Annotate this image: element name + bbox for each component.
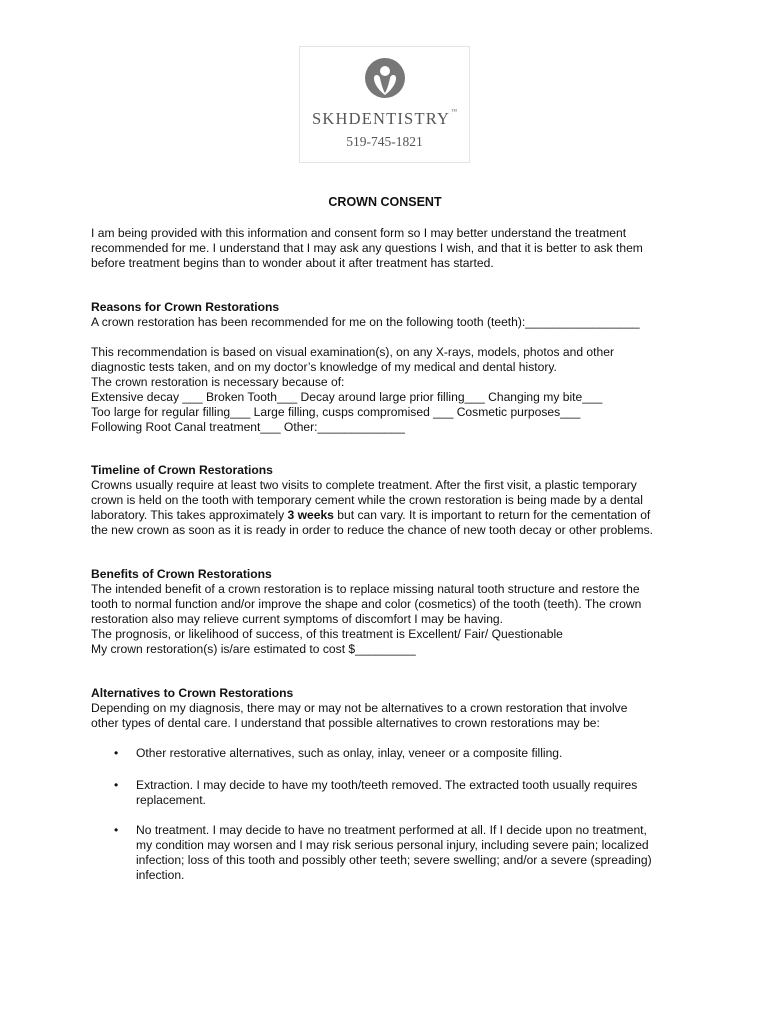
alternatives-heading: Alternatives to Crown Restorations (91, 686, 294, 700)
benefits-line: tooth to normal function and/or improve the shape and color (cosmetics) of the tooth (teeth). The crown (91, 597, 642, 611)
benefits-line: The intended benefit of a crown restoration is to replace missing natural tooth structure and restore the (91, 582, 640, 596)
timeline-heading: Timeline of Crown Restorations (91, 463, 273, 477)
clinic-name (300, 109, 469, 129)
timeline-text: but can vary. It is important to return for the cementation of (333, 508, 651, 522)
prognosis-line: The prognosis, or likelihood of success, of this treatment is Excellent/ Fair/ Questionable (91, 627, 563, 641)
clinic-phone: 519-745-1821 (346, 134, 423, 149)
timeline-text: laboratory. This takes approximately (91, 508, 288, 522)
basis-line: diagnostic tests taken, and on my doctor’s knowledge of my medical and dental history. (91, 360, 557, 374)
list-item-text: Extraction. I may decide to have my tooth/teeth removed. The extracted tooth usually requires (136, 778, 638, 792)
benefits-section (91, 567, 691, 657)
reasons-heading: Reasons for Crown Restorations (91, 300, 280, 314)
tooth-heart-logo-icon (364, 57, 406, 101)
benefits-line: restoration also may relieve current symptoms of discomfort I may be having. (91, 612, 504, 626)
clinic-name-prefix: SKH (311, 109, 349, 128)
benefits-heading: Benefits of Crown Restorations (91, 567, 272, 581)
clinic-name-suffix: DENTISTRY (348, 109, 451, 128)
reason-options-line: Too large for regular filling___ Large filling, cusps compromised ___ Cosmetic purposes___ (91, 405, 581, 419)
bullet-icon: • (114, 778, 119, 792)
alternatives-intro-line: other types of dental care. I understand that possible alternatives to crown restorations may be: (91, 716, 600, 730)
reasons-section (91, 300, 691, 330)
trademark-symbol: ™ (451, 109, 458, 115)
reason-options-line: Following Root Canal treatment___ Other:_____________ (91, 420, 405, 434)
list-item-text: infection. (136, 868, 185, 882)
alternatives-intro-line: Depending on my diagnosis, there may or may not be alternatives to a crown restoration that involve (91, 701, 628, 715)
bullet-icon: • (114, 823, 119, 837)
bullet-icon: • (114, 746, 119, 760)
list-item-text: Other restorative alternatives, such as onlay, inlay, veneer or a composite filling. (136, 746, 563, 760)
alternatives-section (91, 686, 691, 731)
list-item-text: No treatment. I may decide to have no treatment performed at all. If I decide upon no treatment, (136, 823, 647, 837)
clinic-logo (299, 46, 470, 163)
intro-line: I am being provided with this information and consent form so I may better understand the treatment (91, 226, 627, 240)
intro-paragraph (91, 226, 691, 271)
duration-emphasis: 3 weeks (287, 508, 334, 522)
list-item-text: replacement. (136, 793, 206, 807)
cost-field-line: My crown restoration(s) is/are estimated to cost $_________ (91, 642, 416, 656)
timeline-line (91, 508, 691, 523)
list-item-text: my condition may worsen and I may risk serious personal injury, including severe pain; localized (136, 838, 649, 852)
intro-line: recommended for me. I understand that I may ask any questions I wish, and that it is better to ask them (91, 241, 643, 255)
basis-line: This recommendation is based on visual examination(s), on any X-rays, models, photos and other (91, 345, 614, 359)
list-item-text: infection; loss of this tooth and possibly other teeth; severe swelling; and/or a severe (spreading) (136, 853, 652, 867)
basis-line: The crown restoration is necessary because of: (91, 375, 345, 389)
timeline-line: Crowns usually require at least two visits to complete treatment. After the first visit, a plastic temporary (91, 478, 637, 492)
reasons-details (91, 345, 691, 435)
timeline-line: crown is held on the tooth with temporary cement while the crown restoration is being made by a dental (91, 493, 643, 507)
timeline-section (91, 463, 691, 538)
tooth-field-line: A crown restoration has been recommended for me on the following tooth (teeth):_________________ (91, 315, 640, 329)
timeline-line: the new crown as soon as it is ready in order to reduce the chance of new tooth decay or other problems. (91, 523, 653, 537)
intro-line: before treatment begins than to wonder about it after treatment has started. (91, 256, 494, 270)
document-title: CROWN CONSENT (328, 195, 442, 209)
reason-options-line: Extensive decay ___ Broken Tooth___ Decay around large prior filling___ Changing my bite___ (91, 390, 603, 404)
